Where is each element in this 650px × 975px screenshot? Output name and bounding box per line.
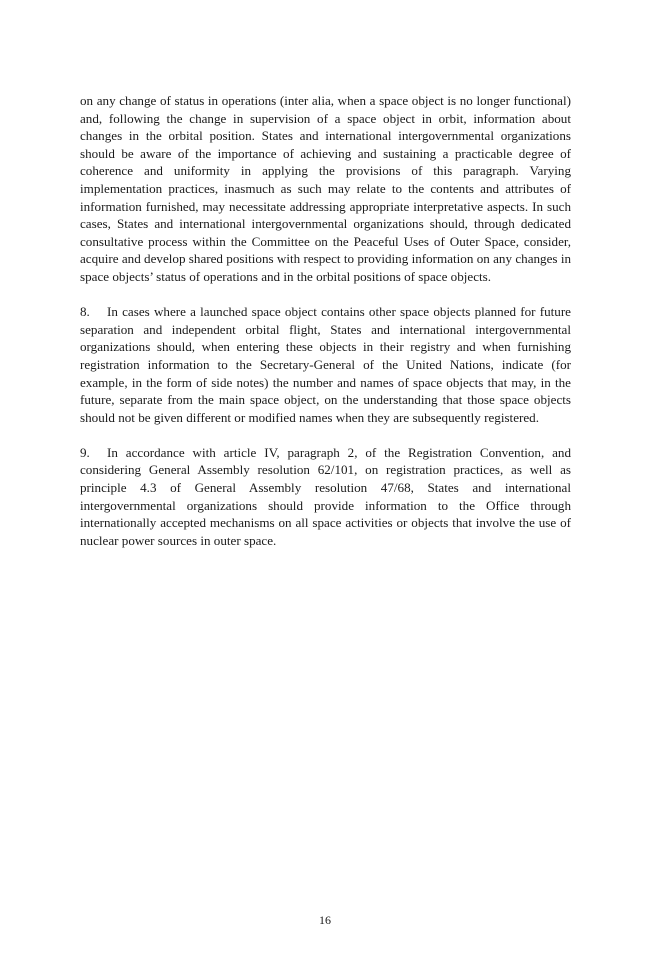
paragraph-continued	[80, 92, 571, 286]
paragraph-text: In accordance with article IV, paragraph 2, of the Registration Convention, and considering General Assembly resolution 62/101, on registration practices, as well as principle 4.3 of General Assembly resolution 47/68, States and international intergovernmental organizations should provide information to the Office through internationally accepted mechanisms on all space activities or objects that involve the use of nuclear power sources in outer space.	[80, 444, 571, 548]
page-number: 16	[319, 913, 331, 927]
paragraph-number: 8.	[80, 304, 90, 320]
paragraph-number: 9.	[80, 444, 90, 460]
paragraph-text: on any change of status in operations (inter alia, when a space object is no longer functional) and, following the change in supervision of a space object in orbit, information about changes in the orbital position. States and international intergovernmental organizations should be aware of the importance of achieving and sustaining a practicable degree of coherence and uniformity in applying the provisions of this paragraph. Varying implementation practices, inasmuch as such may relate to the contents and attributes of information furnished, may necessitate addressing appropriate interpretative aspects. In such cases, States and international intergovernmental organizations should, through dedicated consultative process within the Committee on the Peaceful Uses of Outer Space, consider, acquire and develop shared positions with respect to providing information on any changes in space objects’ status of operations and in the orbital positions of space objects.	[80, 93, 571, 284]
paragraph-8	[80, 303, 571, 426]
paragraph-text: In cases where a launched space object contains other space objects planned for future separation and independent orbital flight, States and international intergovernmental organizations should, when entering these objects in their registry and when furnishing registration information to the Secretary-General of the United Nations, indicate (for example, in the form of side notes) the number and names of space objects that may, in the future, separate from the main space object, on the understanding that those space objects should not be given different or modified names when they are subsequently registered.	[80, 304, 571, 425]
body-text	[80, 92, 571, 567]
paragraph-9	[80, 444, 571, 550]
